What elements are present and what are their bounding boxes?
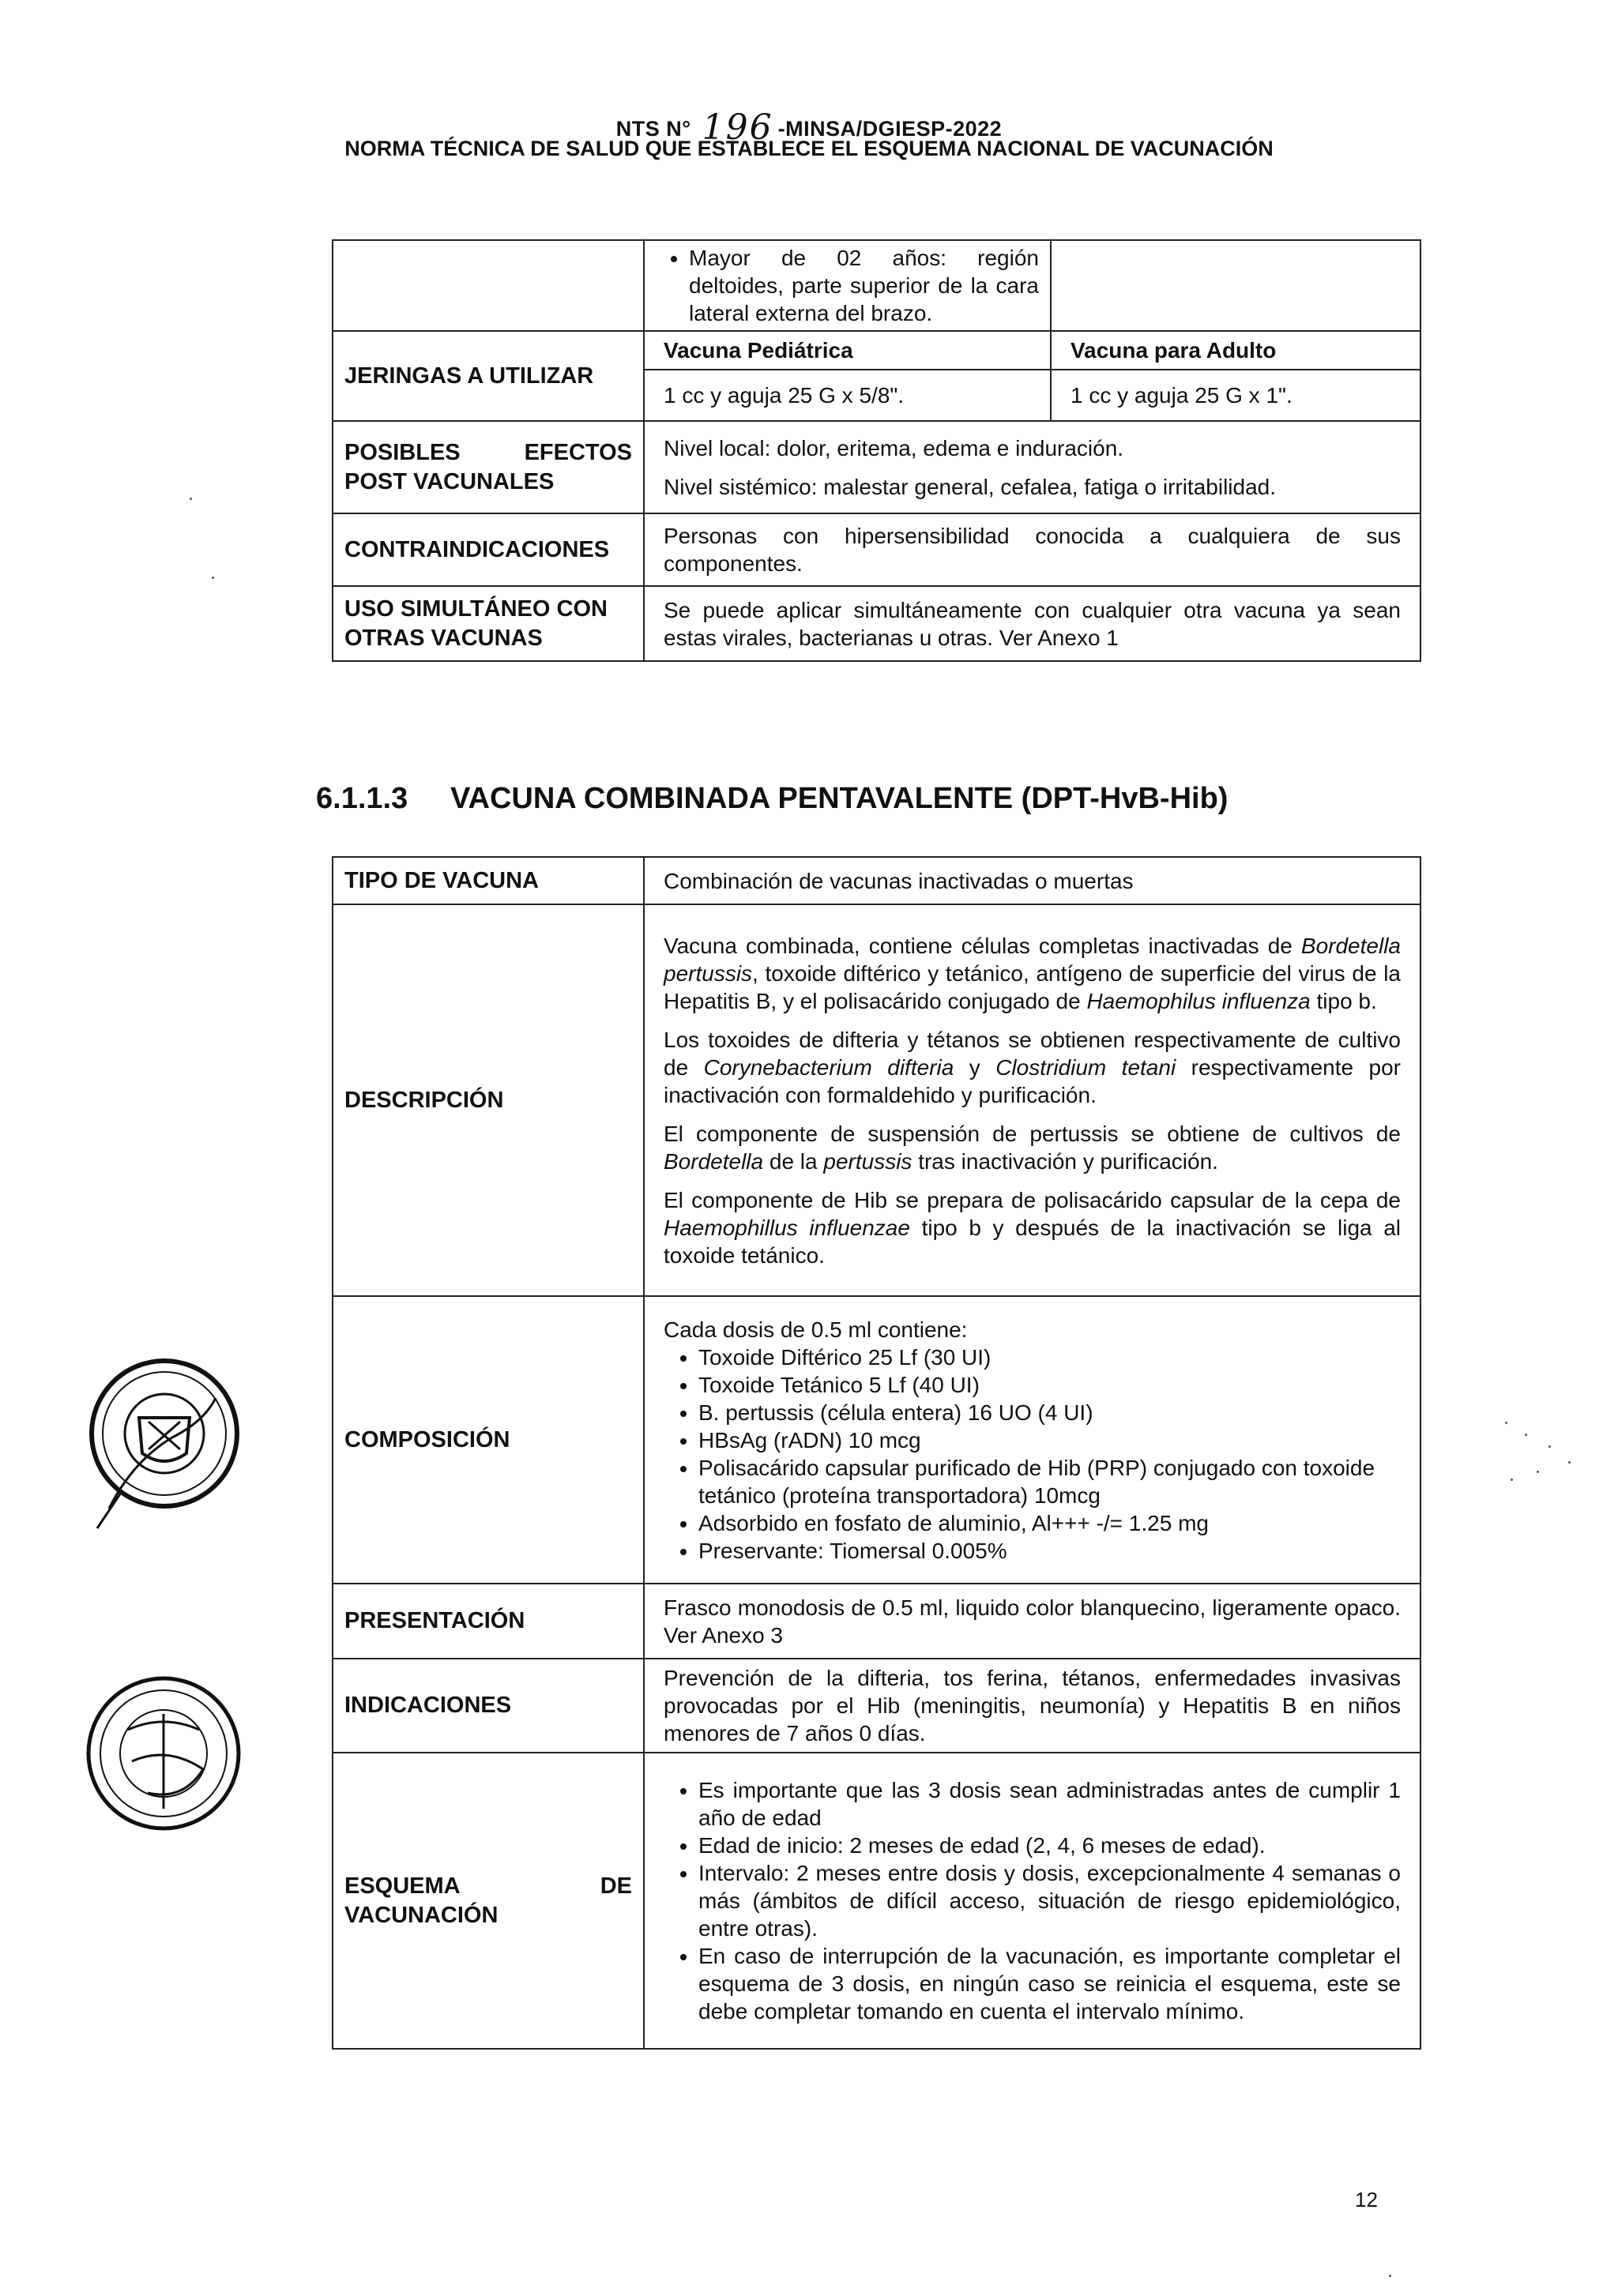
seal-icon (77, 1343, 267, 1540)
table-row (333, 1753, 1420, 2049)
jeringas-label: JERINGAS A UTILIZAR (333, 331, 644, 421)
presentacion-label: PRESENTACIÓN (333, 1584, 644, 1659)
list-item: • Adsorbido en fosfato de aluminio, Al+++ -/= 1.25 mg (698, 1509, 1401, 1537)
list-item: • B. pertussis (célula entera) 16 UO (4 UI) (698, 1399, 1401, 1426)
esquema-label-a: ESQUEMA (344, 1873, 461, 1900)
list-item: • Polisacárido capsular purificado de Hib (PRP) conjugado con toxoide tetánico (proteína transportadora) 10mcg (698, 1454, 1401, 1509)
tipo-text: Combinación de vacunas inactivadas o muertas (644, 857, 1420, 904)
table-row (333, 331, 1420, 370)
table-row (333, 421, 1420, 513)
nts-prefix: NTS N° (615, 117, 691, 141)
contra-label: CONTRAINDICACIONES (333, 513, 644, 586)
uso-label: USO SIMULTÁNEO CON OTRAS VACUNAS (333, 586, 644, 661)
presentacion-text: Frasco monodosis de 0.5 ml, liquido color blanquecino, ligeramente opaco. Ver Anexo 3 (644, 1584, 1420, 1659)
table-row (333, 1659, 1420, 1753)
list-item: • Edad de inicio: 2 meses de edad (2, 4, 6 meses de edad). (698, 1832, 1401, 1859)
tipo-label: TIPO DE VACUNA (333, 857, 644, 904)
table-row (333, 857, 1420, 904)
efectos-label-b: EFECTOS (524, 440, 632, 466)
section-number: 6.1.1.3 (316, 782, 408, 815)
esquema-label-c: VACUNACIÓN (344, 1902, 499, 1928)
empty-label-cell (333, 240, 644, 331)
vaccine-table-continuation (332, 239, 1421, 662)
header-title: NORMA TÉCNICA DE SALUD QUE ESTABLECE EL ESQUEMA NACIONAL DE VACUNACIÓN (344, 137, 1274, 160)
table-row (333, 240, 1420, 331)
descripcion-p1: Vacuna combinada, contiene células completas inactivadas de Bordetella pertussis, toxoide diftérico y tetánico, antígeno de superficie del virus de la Hepatitis B, y el polisacárido conjugado de Haemophilus influenza tipo b. (664, 933, 1401, 1013)
descripcion-p3: El componente de suspensión de pertussis se obtiene de cultivos de Bordetella de la pertussis tras inactivación y purificación. (664, 1121, 1401, 1174)
efectos-label-a: POSIBLES (344, 440, 461, 466)
composicion-intro: Cada dosis de 0.5 ml contiene: (664, 1317, 968, 1342)
nts-suffix: -MINSA/DGIESP-2022 (777, 117, 1003, 141)
table-row (333, 1584, 1420, 1659)
efectos-label-c: POST VACUNALES (344, 468, 555, 494)
list-item: • Mayor de 02 años: región deltoides, parte superior de la cara lateral externa del brazo. (689, 244, 1039, 327)
efectos-label (333, 421, 644, 513)
composicion-list (664, 1343, 1401, 1565)
section-heading (316, 782, 1228, 816)
list-item: • Toxoide Tetánico 5 Lf (40 UI) (698, 1371, 1401, 1399)
ministry-seal-stamp-2 (73, 1667, 254, 1840)
efectos-text (644, 421, 1420, 513)
descripcion-text (644, 904, 1420, 1296)
esquema-text (644, 1753, 1420, 2049)
esquema-list (664, 1776, 1401, 2025)
list-item: • HBsAg (rADN) 10 mcg (698, 1426, 1401, 1454)
table-row (333, 904, 1420, 1296)
empty-cell (1051, 240, 1420, 331)
table-row (333, 586, 1420, 661)
table-row (333, 513, 1420, 586)
indicaciones-label: INDICACIONES (333, 1659, 644, 1753)
descripcion-label: DESCRIPCIÓN (333, 904, 644, 1296)
ministry-seal-stamp (77, 1343, 267, 1540)
composicion-text (644, 1296, 1420, 1584)
adult-value: 1 cc y aguja 25 G x 1". (1051, 370, 1420, 421)
descripcion-p2: Los toxoides de difteria y tétanos se obtienen respectivamente de cultivo de Corynebacterium difteria y Clostridium tetani respectivamente por inactivación con formaldehido y purificación. (664, 1027, 1401, 1107)
pentavalente-table (332, 856, 1421, 2050)
section-title: VACUNA COMBINADA PENTAVALENTE (DPT-HvB-Hib) (450, 782, 1229, 815)
indicaciones-text: Prevención de la difteria, tos ferina, tétanos, enfermedades invasivas provocadas por el Hib (meningitis, neumonía) y Hepatitis B en niños menores de 7 años 0 días. (644, 1659, 1420, 1753)
adult-head: Vacuna para Adulto (1051, 331, 1420, 370)
site-continuation-cell (644, 240, 1051, 331)
uso-text: Se puede aplicar simultáneamente con cualquier otra vacuna ya sean estas virales, bacterianas u otras. Ver Anexo 1 (644, 586, 1420, 661)
efectos-local: Nivel local: dolor, eritema, edema e induración. (664, 435, 1124, 460)
table-row (333, 1296, 1420, 1584)
composicion-label: COMPOSICIÓN (333, 1296, 644, 1584)
esquema-label (333, 1753, 644, 2049)
list-item: • Es importante que las 3 dosis sean administradas antes de cumplir 1 año de edad (698, 1776, 1401, 1832)
list-item: • Preservante: Tiomersal 0.005% (698, 1537, 1401, 1565)
contra-text: Personas con hipersensibilidad conocida a cualquiera de sus componentes. (644, 513, 1420, 586)
list-item: • Toxoide Diftérico 25 Lf (30 UI) (698, 1343, 1401, 1371)
page-number: 12 (1355, 2188, 1378, 2211)
descripcion-p4: El componente de Hib se prepara de polisacárido capsular de la cepa de Haemophillus influenzae tipo b y después de la inactivación se liga al toxoide tetánico. (664, 1187, 1402, 1268)
nts-number: 196 (702, 107, 773, 148)
ped-value: 1 cc y aguja 25 G x 5/8". (644, 370, 1051, 421)
list-item: • Intervalo: 2 meses entre dosis y dosis, excepcionalmente 4 semanas o más (ámbitos de difícil acceso, situación de riesgo epidemiológico, entre otras). (698, 1859, 1401, 1942)
list-item: • En caso de interrupción de la vacunación, es importante completar el esquema de 3 dosis, en ningún caso se reinicia el esquema, este se debe completar tomando en cuenta el intervalo mínimo. (698, 1942, 1401, 2025)
ped-head: Vacuna Pediátrica (644, 331, 1051, 370)
esquema-label-b: DE (600, 1873, 632, 1900)
efectos-sistemico: Nivel sistémico: malestar general, cefalea, fatiga o irritabilidad. (664, 474, 1277, 499)
seal-icon-2 (73, 1667, 254, 1840)
